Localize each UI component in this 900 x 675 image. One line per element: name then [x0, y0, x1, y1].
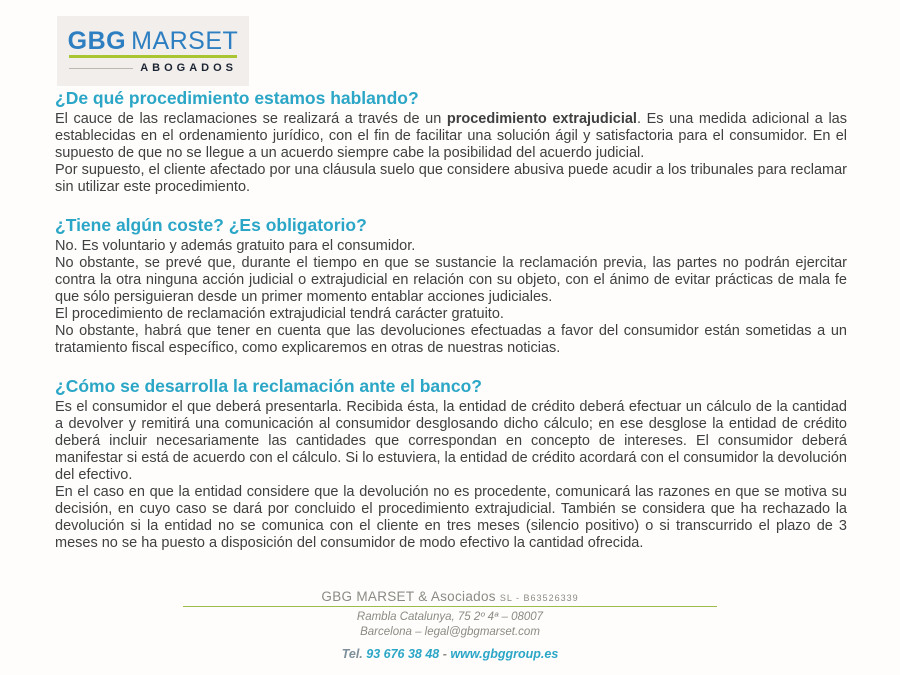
- logo-subtitle-row: [69, 62, 237, 74]
- section-heading-desarrollo: ¿Cómo se desarrolla la reclamación ante el banco?: [55, 376, 482, 396]
- logo-subtitle: ABOGADOS: [140, 62, 237, 74]
- website-link[interactable]: www.gbggroup.es: [450, 647, 559, 661]
- logo-underline-decoration: [69, 55, 237, 58]
- paragraph: No. Es voluntario y además gratuito para el consumidor.: [55, 238, 416, 254]
- text-run-bold: procedimiento extrajudicial: [446, 111, 637, 127]
- section-coste: [55, 215, 847, 357]
- paragraph: No obstante, habrá que tener en cuenta que las devoluciones efectuadas a favor del consumidor están sometidas a un tratamiento fiscal específico, como explicaremos en otras de nuestras noticias.: [55, 323, 847, 356]
- text-run: El cauce de las reclamaciones se realizará a través de un: [55, 111, 447, 127]
- logo-divider-line: [69, 68, 133, 69]
- paragraph: No obstante, se prevé que, durante el tiempo en que se sustancie la reclamación previa, las partes no podrán ejercitar contra la otra ninguna acción judicial o extrajudicial en relación con su objeto, con el ánimo de evitar prácticas de mala fe que sólo persiguieran desde un primer momento entablar acciones judiciales.: [55, 255, 847, 305]
- text-run: . Es una medida adicional a las establecidas en el ordenamiento jurídico, con el fin de facilitar una solución ágil y satisfactoria para el consumidor. En el supuesto de que no se llegue a un acuerdo siempre cabe la posibilidad del acuerdo judicial.: [55, 111, 847, 161]
- contact-separator: -: [442, 647, 447, 661]
- footer-company-name: GBG MARSET & Asociados: [321, 589, 496, 604]
- article-content: [55, 88, 847, 552]
- footer-address-line1: Rambla Catalunya, 75 2º 4ª – 08007: [356, 611, 544, 623]
- footer-company-registry: SL - B63526339: [499, 593, 579, 603]
- section-procedimiento: [55, 88, 847, 196]
- phone-number: 93 676 38 48: [366, 647, 440, 661]
- footer-address-line2: [0, 625, 900, 640]
- paragraph: El procedimiento de reclamación extrajudicial tendrá carácter gratuito.: [55, 306, 504, 322]
- logo-wordmark-marset: MARSET: [131, 27, 239, 55]
- section-heading-coste: ¿Tiene algún coste? ¿Es obligatorio?: [55, 215, 367, 235]
- tel-label: Tel.: [341, 647, 363, 661]
- company-logo: [57, 16, 249, 86]
- logo-wordmark: [68, 28, 239, 54]
- paragraph: Por supuesto, el cliente afectado por una cláusula suelo que considere abusiva puede acudir a los tribunales para reclamar sin utilizar este procedimiento.: [55, 162, 847, 195]
- footer-divider-line: [183, 606, 717, 607]
- paragraph: [55, 111, 847, 162]
- footer-company-line: [0, 589, 900, 604]
- paragraph: Es el consumidor el que deberá presentarla. Recibida ésta, la entidad de crédito deberá efectuar un cálculo de la cantidad a devolver y remitirá una comunicación al consumidor desglosando dicho cálculo; en ese desglose la entidad de crédito deberá incluir necesariamente las cantidades que correspondan en concepto de intereses. El consumidor deberá manifestar si está de acuerdo con el cálculo. Si lo estuviera, la entidad de crédito acordará con el consumidor la devolución del efectivo.: [55, 399, 847, 483]
- footer-contact-line: [0, 647, 900, 661]
- footer-city: Barcelona –: [360, 626, 425, 638]
- logo-wordmark-gbg: GBG: [67, 27, 127, 55]
- footer: [0, 589, 900, 661]
- email-link[interactable]: legal@gbgmarset.com: [424, 626, 540, 638]
- paragraph: En el caso en que la entidad considere que la devolución no es procedente, comunicará las razones en que se motiva su decisión, en cuyo caso se dará por concluido el procedimiento extrajudicial. También se considera que ha rechazado la devolución si la entidad no se comunica con el cliente en tres meses (silencio positivo) o si transcurrido el plazo de 3 meses no se ha puesto a disposición del consumidor de modo efectivo la cantidad ofrecida.: [55, 484, 847, 551]
- footer-address: [0, 610, 900, 640]
- section-desarrollo: [55, 376, 847, 552]
- section-heading-procedimiento: ¿De qué procedimiento estamos hablando?: [55, 88, 419, 108]
